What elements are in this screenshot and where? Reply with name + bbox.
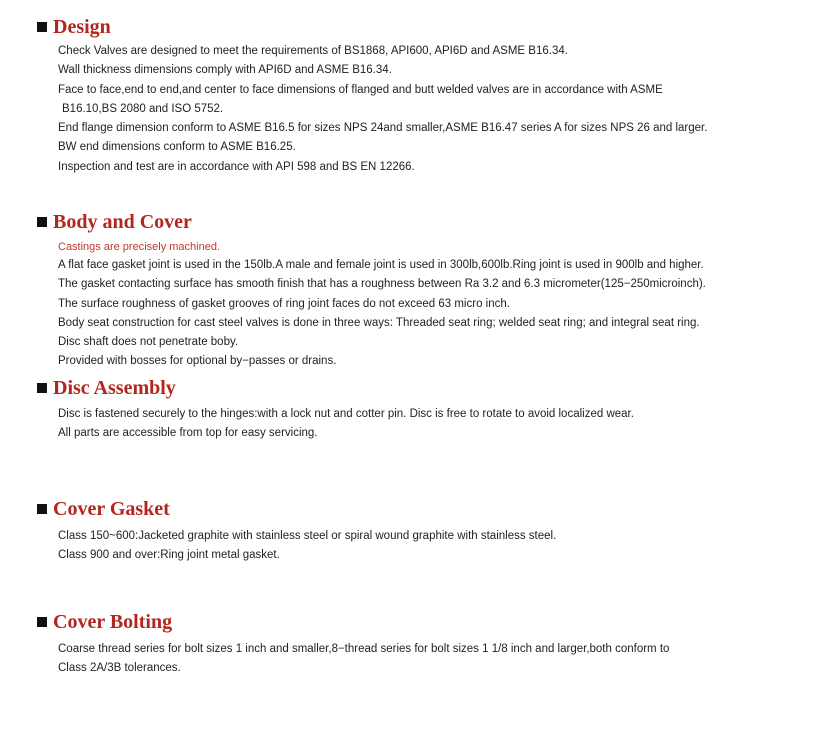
text-line: Coarse thread series for bolt sizes 1 inch and smaller,8−thread series for bolt sizes 1 1/8 inch and larger,both conform to — [58, 643, 670, 655]
section-title: Body and Cover — [53, 211, 192, 233]
text-line: Provided with bosses for optional by−passes or drains. — [58, 355, 337, 368]
text-line: BW end dimensions conform to ASME B16.25. — [58, 141, 296, 154]
text-line: All parts are accessible from top for easy servicing. — [58, 427, 318, 440]
section-title: Disc Assembly — [53, 377, 176, 399]
square-bullet-icon — [37, 504, 47, 514]
design-lines — [58, 42, 707, 177]
cover-bolting-lines — [58, 640, 669, 679]
section-title: Design — [53, 16, 111, 38]
square-bullet-icon — [37, 617, 47, 627]
section-heading-cover-gasket — [37, 497, 170, 521]
square-bullet-icon — [37, 22, 47, 32]
text-line: Class 900 and over:Ring joint metal gasket. — [58, 549, 280, 562]
body-and-cover-lines — [58, 238, 706, 372]
text-line: The gasket contacting surface has smooth finish that has a roughness between Ra 3.2 and 6.3 micrometer(125−250microinch). — [58, 278, 706, 291]
text-line: Wall thickness dimensions comply with API6D and ASME B16.34. — [58, 64, 392, 77]
note-line: Castings are precisely machined. — [58, 241, 221, 253]
section-heading-body-and-cover — [37, 210, 192, 234]
text-line: The surface roughness of gasket grooves of ring joint faces do not exceed 63 micro inch. — [58, 297, 510, 310]
text-line: Check Valves are designed to meet the requirements of BS1868, API600, API6D and ASME B16.34. — [58, 45, 568, 57]
text-line: Inspection and test are in accordance with API 598 and BS EN 12266. — [58, 160, 415, 173]
text-line: A flat face gasket joint is used in the 150lb.A male and female joint is used in 300lb,600lb.Ring joint is used in 900lb and higher. — [58, 259, 704, 271]
section-heading-design — [37, 15, 111, 39]
text-line: Disc is fastened securely to the hinges:with a lock nut and cotter pin. Disc is free to rotate to avoid localized wear. — [58, 408, 634, 420]
text-line: B16.10,BS 2080 and ISO 5752. — [62, 102, 224, 115]
square-bullet-icon — [37, 217, 47, 227]
text-line: Body seat construction for cast steel valves is done in three ways: Threaded seat ring; welded seat ring; and integral seat ring. — [58, 316, 700, 329]
square-bullet-icon — [37, 383, 47, 393]
section-title: Cover Bolting — [53, 611, 173, 633]
text-line: End flange dimension conform to ASME B16.5 for sizes NPS 24and smaller,ASME B16.47 series A for sizes NPS 26 and larger. — [58, 122, 708, 135]
text-line: Class 150~600:Jacketed graphite with stainless steel or spiral wound graphite with stainless steel. — [58, 530, 557, 542]
text-line: Disc shaft does not penetrate boby. — [58, 336, 239, 349]
text-line: Face to face,end to end,and center to face dimensions of flanged and butt welded valves are in accordance with ASME — [58, 83, 663, 96]
cover-gasket-lines — [58, 527, 556, 566]
section-title: Cover Gasket — [53, 498, 170, 520]
section-heading-disc-assembly — [37, 376, 176, 400]
text-line: Class 2A/3B tolerances. — [58, 662, 181, 675]
section-heading-cover-bolting — [37, 610, 172, 634]
disc-assembly-lines — [58, 405, 634, 444]
